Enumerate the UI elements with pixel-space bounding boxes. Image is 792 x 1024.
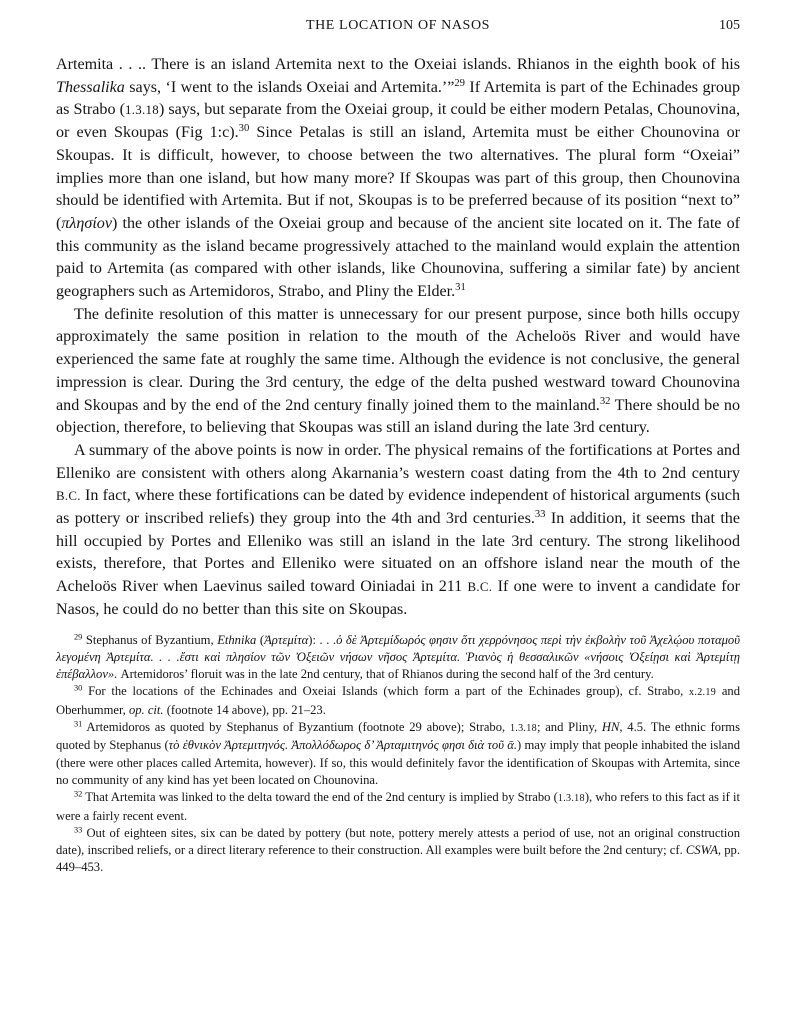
footnote-33 (56, 825, 740, 877)
book-title: Thessalika (56, 78, 125, 96)
footnote-29 (56, 632, 740, 684)
text-run: ) may imply that people inhabited the island (there were other places called Artemita, however). If so, this would definitely favor the identification of Skoupas with Artemita, since no community of any kind has yet been located on Chounovina. (56, 738, 740, 787)
text-run: Artemidoros as quoted by Stephanus of Byzantium (footnote 29 above); Strabo, (82, 720, 510, 735)
text-run: , 4.5. The ethnic forms quoted by Stephanus ( (56, 720, 740, 753)
page (56, 18, 740, 877)
text-run: ): . . . (308, 632, 337, 647)
text-run: There should be no objection, therefore, to believing that Skoupas was still an island during the late 3rd century. (56, 396, 740, 437)
text-run: ; and Pliny, (536, 720, 602, 735)
footnote-number: 32 (74, 789, 83, 799)
citation: 1.3.18 (124, 103, 159, 118)
greek-term: Ἀρτεμίτα (264, 632, 309, 647)
text-run: and Oberhummer, (56, 684, 741, 717)
text-run: A summary of the above points is now in order. The physical remains of the fortifications at Portes and Elleniko are consistent with others along Akarnania’s western coast dating from the 4th to 2nd century (56, 441, 740, 482)
paragraph-resolution (56, 304, 740, 440)
footnote-31 (56, 719, 740, 789)
paragraph-summary (56, 440, 740, 622)
text-run: , pp. 449–453. (56, 843, 740, 875)
era-abbrev: B.C. (56, 489, 81, 504)
text-run: If Artemita is part of the Echinades group as Strabo ( (56, 78, 740, 119)
greek-quotation: ὁ δὲ Ἀρτεμίδωρός φησιν ὅτι χερρόνησος περὶ τὴν ἐκβολὴν τοῦ Ἀχελῴου ποταμοῦ λεγομένη Ἀρτεμίτα. . . .ἔστι καὶ πλησίον τῶν Ὀξειῶν νήσων νῆσος Ἀρτεμίτα. Ῥιανὸς ἡ θεσσαλικῶν «νήσοις Ὀξείῃσι καὶ Ἀρτεμίτῃ ἐπέβαλλον». (56, 632, 740, 682)
text-run: For the locations of the Echinades and Oxeiai Islands (which form a part of the Echinades group), cf. Strabo, (82, 684, 690, 699)
text-run: That Artemita was linked to the delta toward the end of the 2nd century is implied by Strabo ( (82, 790, 558, 805)
page-number: 105 (719, 18, 740, 33)
footnote-ref-33[interactable]: 33 (534, 509, 546, 521)
main-text (56, 54, 740, 622)
footnotes (56, 632, 740, 877)
op-cit: op. cit. (128, 702, 164, 717)
paragraph-artemita (56, 54, 740, 304)
footnote-number: 31 (74, 719, 83, 729)
footnote-number: 30 (74, 683, 83, 693)
running-head (56, 18, 740, 40)
text-run: Out of eighteen sites, six can be dated by pottery (but note, pottery merely attests a period of use, not an original construction date), inscribed reliefs, or a direct literary reference to their construction. All examples were built before the 2nd century; cf. (56, 825, 740, 858)
text-run: Stephanus of Byzantium, (82, 632, 218, 647)
footnote-ref-32[interactable]: 32 (599, 395, 611, 407)
text-run: The definite resolution of this matter is unnecessary for our present purpose, since both hills occupy approximately the same position in relation to the mouth of the Acheloös River and would have experienced the same fate at roughly the same time. Although the evidence is not conclusive, the general impression is clear. During the 3rd century, the edge of the delta pushed westward toward Chounovina and Skoupas and by the end of the 2nd century finally joined them to the mainland. (56, 305, 740, 414)
text-run: Since Petalas is still an island, Artemita must be either Chounovina or Skoupas. It is difficult, however, to choose between the two alternatives. The plural form “Oxeiai” implies more than one island, but how many more? If Skoupas was part of this group, then Chounovina should be identified with Artemita. But if not, Skoupas is to be preferred because of its position “next to” ( (56, 124, 741, 232)
greek-term: πλησίον (61, 214, 112, 232)
citation: 1.3.18 (509, 723, 537, 735)
era-abbrev: B.C. (467, 580, 493, 595)
text-run: ), who refers to this fact as if it were a fairly recent event. (56, 790, 740, 823)
footnote-number: 29 (74, 632, 83, 642)
text-run: Artemidoros’ floruit was in the late 2nd century, that of Rhianos during the second half of the 3rd century. (117, 667, 654, 682)
footnote-ref-29[interactable]: 29 (454, 77, 465, 89)
text-run: (footnote 14 above), pp. 21–23. (163, 702, 326, 717)
text-run: Artemita . . .. There is an island Artemita next to the Oxeiai islands. Rhianos in the eighth book of his (56, 56, 740, 73)
text-run: says, ‘I went to the islands Oxeiai and Artemita.’” (124, 78, 455, 96)
text-run: ) says, but separate from the Oxeiai group, it could be either modern Petalas, Chounovina, or even Skoupas (Fig 1:c). (56, 101, 740, 142)
footnote-ref-31[interactable]: 31 (455, 282, 466, 294)
footnote-number: 33 (74, 825, 83, 835)
footnote-ref-30[interactable]: 30 (238, 123, 250, 135)
text-run: ) the other islands of the Oxeiai group and because of the ancient site located on it. The fate of this community as the island became progressively attached to the mainland would explain the attention paid to Artemita (as compared with other islands, like Chounovina, suffering a similar fate) by ancient geographers such as Artemidoros, Strabo, and Pliny the Elder. (56, 214, 740, 301)
text-run: ( (256, 632, 265, 647)
book-title: HN (601, 720, 620, 735)
text-run: If one were to invent a candidate for Nasos, he could do no better than this site on Skoupas. (56, 578, 740, 618)
running-title: THE LOCATION OF NASOS (305, 18, 491, 33)
citation: x.2.19 (689, 687, 717, 699)
greek-quotation: τὸ ἐθνικὸν Ἀρτεμιτηνός. Ἀπολλόδωρος δ’ Ἀρταμιτηνός φησι διὰ τοῦ ᾱ. (168, 738, 518, 753)
book-title: CSWA (685, 843, 718, 858)
footnote-32 (56, 789, 740, 825)
book-title: Ethnika (217, 632, 257, 647)
text-run: In addition, it seems that the hill occupied by Portes and Elleniko was still an island in the late 3rd century. The strong likelihood exists, therefore, that Portes and Elleniko were situated on an offshore island near the mouth of the Acheloös River when Laevinus sailed toward Oiniadai in 211 (56, 510, 740, 596)
text-run: In fact, where these fortifications can be dated by evidence independent of historical arguments (such as pottery or inscribed reliefs) they group into the 4th and 3rd centuries. (56, 487, 740, 528)
footnote-30 (56, 683, 740, 719)
citation: 1.3.18 (557, 793, 585, 805)
